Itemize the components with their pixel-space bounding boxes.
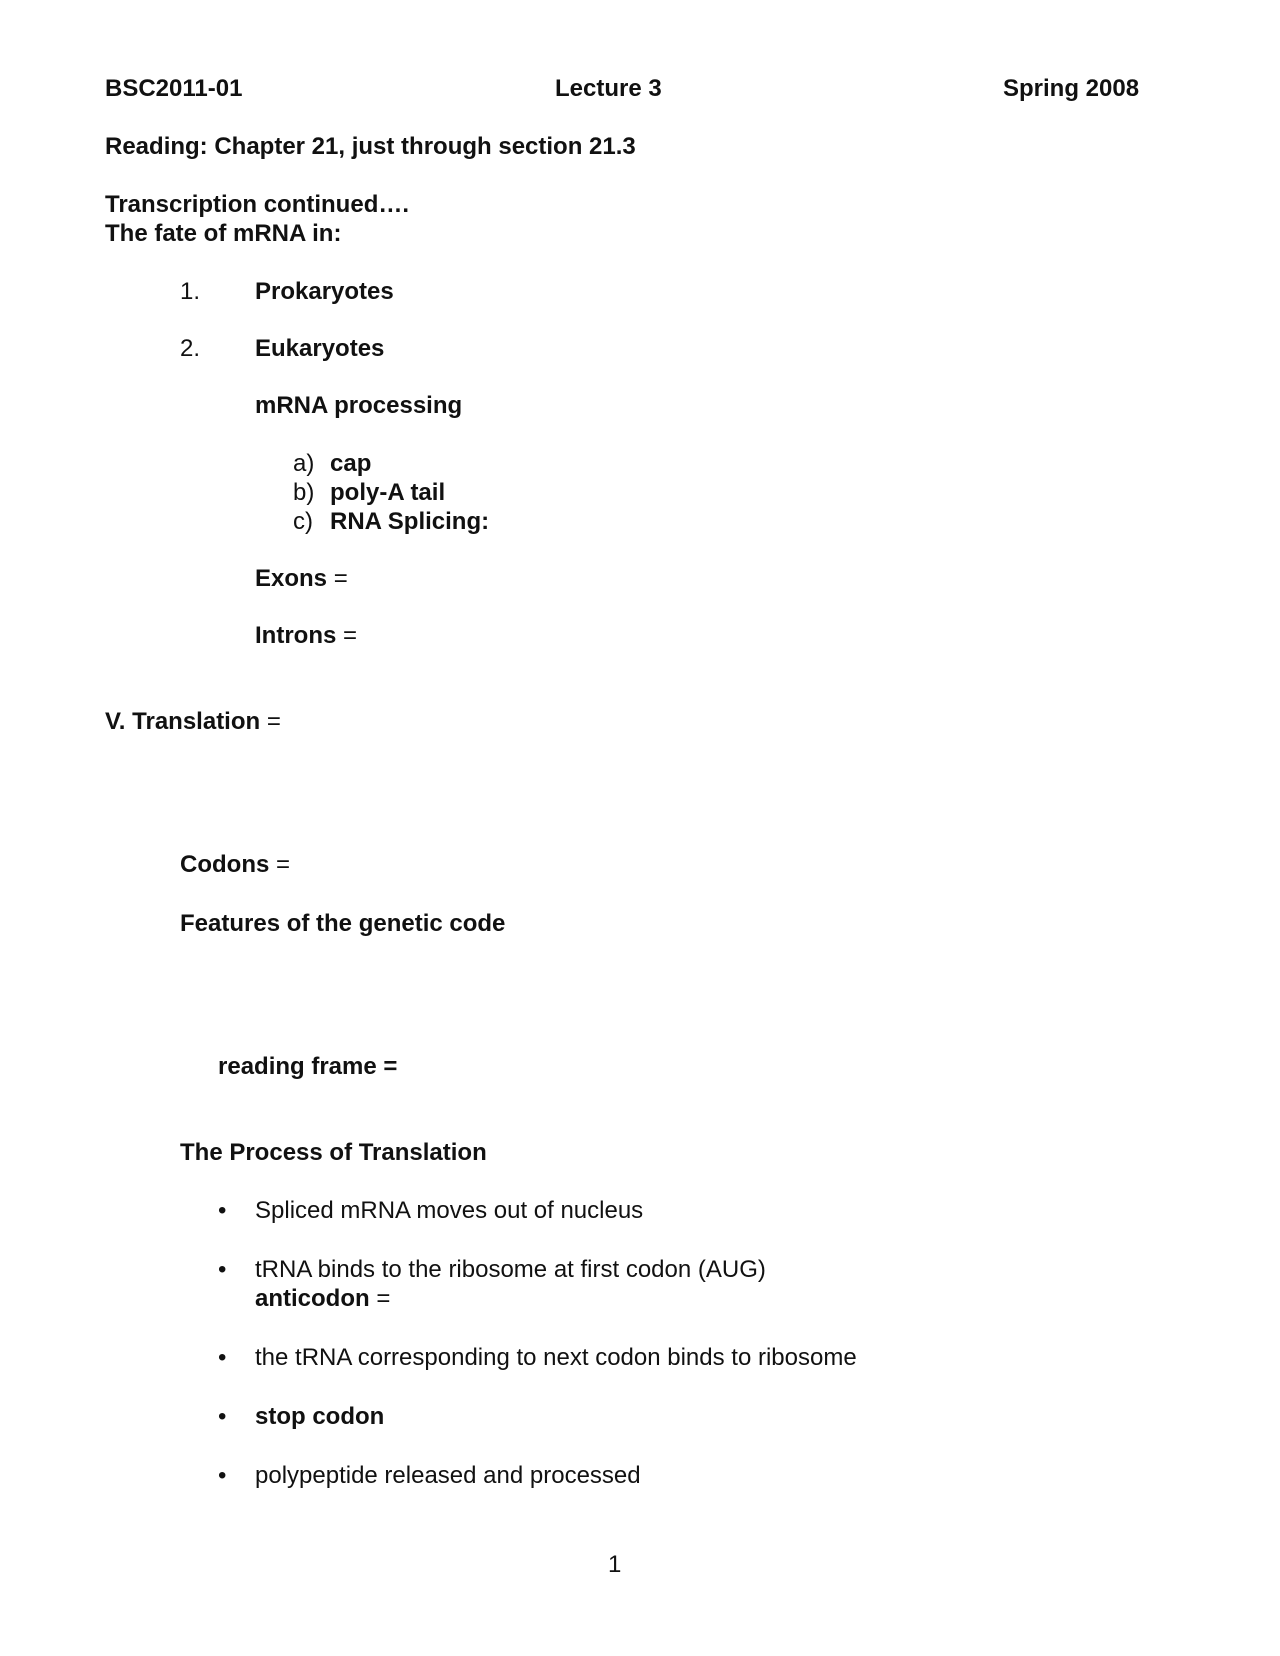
equals-sign: =	[343, 622, 358, 649]
bullet-trna-binds: tRNA binds to the ribosome at first codon (AUG)	[255, 1256, 766, 1283]
codons-term: Codons	[180, 851, 270, 878]
step-rna-splicing: RNA Splicing:	[330, 508, 490, 535]
list-item-eukaryotes: Eukaryotes	[255, 335, 385, 362]
course-code: BSC2011-01	[105, 75, 243, 102]
bullet-icon: •	[218, 1344, 227, 1371]
page-number: 1	[608, 1551, 622, 1578]
step-letter: c)	[293, 508, 313, 535]
translation-heading: V. Translation	[105, 708, 261, 735]
bullet-icon: •	[218, 1197, 227, 1224]
codons-definition	[180, 850, 290, 879]
bullet-icon: •	[218, 1462, 227, 1489]
list-number: 2.	[180, 335, 201, 362]
genetic-code-features-heading: Features of the genetic code	[180, 910, 506, 937]
list-number: 1.	[180, 278, 201, 305]
translation-definition	[105, 707, 281, 736]
lecture-title: Lecture 3	[555, 75, 662, 102]
mrna-fate-heading: The fate of mRNA in:	[105, 220, 342, 247]
equals-sign: =	[276, 851, 291, 878]
equals-sign: =	[266, 708, 281, 735]
reading-frame-definition: reading frame =	[218, 1053, 398, 1080]
bullet-icon: •	[218, 1256, 227, 1283]
term: Spring 2008	[1003, 75, 1140, 102]
bullet-stop-codon: stop codon	[255, 1403, 385, 1430]
equals-sign: =	[333, 565, 348, 592]
introns-definition	[255, 621, 357, 650]
translation-process-heading: The Process of Translation	[180, 1139, 487, 1166]
exons-definition	[255, 564, 348, 593]
anticodon-definition	[255, 1284, 390, 1313]
step-cap: cap	[330, 450, 372, 477]
bullet-next-codon: the tRNA corresponding to next codon binds to ribosome	[255, 1344, 857, 1371]
bullet-icon: •	[218, 1403, 227, 1430]
step-letter: b)	[293, 479, 315, 506]
transcription-heading: Transcription continued….	[105, 191, 410, 218]
bullet-spliced-mrna: Spliced mRNA moves out of nucleus	[255, 1197, 644, 1224]
bullet-polypeptide: polypeptide released and processed	[255, 1462, 641, 1489]
step-poly-a-tail: poly-A tail	[330, 479, 446, 506]
exons-term: Exons	[255, 565, 328, 592]
list-item-prokaryotes: Prokaryotes	[255, 278, 394, 305]
reading-assignment: Reading: Chapter 21, just through section 21.3	[105, 133, 636, 160]
step-letter: a)	[293, 450, 315, 477]
anticodon-term: anticodon	[255, 1285, 370, 1312]
introns-term: Introns	[255, 622, 337, 649]
mrna-processing-title: mRNA processing	[255, 392, 463, 419]
equals-sign: =	[376, 1285, 391, 1312]
